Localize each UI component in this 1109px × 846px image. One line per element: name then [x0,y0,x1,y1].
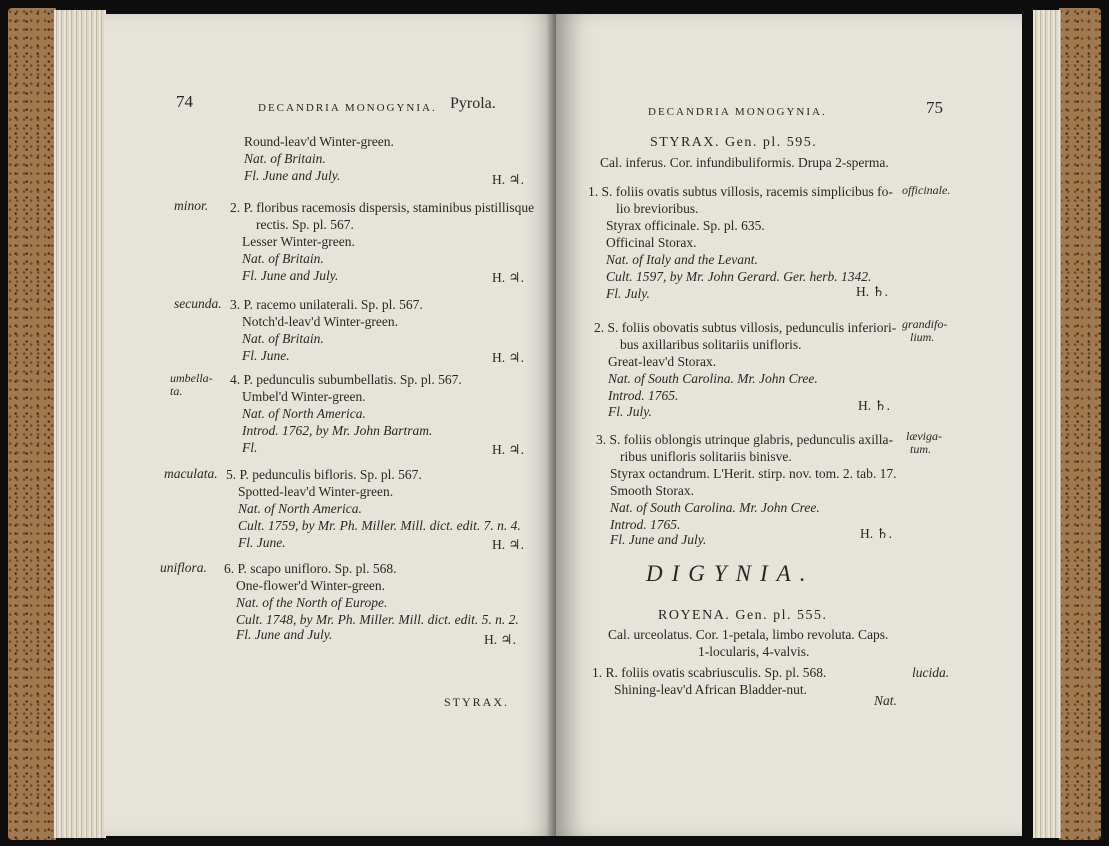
page-number: 75 [926,98,943,117]
margin-epithet: grandifo- [902,317,948,331]
text-line: Nat. of Italy and the Levant. [606,252,758,267]
genus-heading: ROYENA. Gen. pl. 555. [658,608,828,623]
text-line: Spotted-leav'd Winter-green. [238,484,394,499]
text-line: Officinal Storax. [606,235,697,250]
text-line: Nat. of North America. [238,501,362,516]
text-line: Umbel'd Winter-green. [242,389,366,404]
text-line: Styrax officinale. Sp. pl. 635. [606,218,765,233]
text-line: Nat. of South Carolina. Mr. John Cree. [608,371,818,386]
margin-epithet: ta. [170,384,183,398]
habit-mark: H. ♄. [856,284,888,299]
text-line: Great-leav'd Storax. [608,354,717,369]
text-line: 2. P. floribus racemosis dispersis, staminibus pistillisque [230,200,535,215]
text-line: lio brevioribus. [616,201,699,216]
text-line: bus axillaribus solitariis unifloris. [620,337,802,352]
text-line: 1. R. foliis ovatis scabriusculis. Sp. pl. 568. [592,665,827,680]
text-line: 2. S. foliis obovatis subtus villosis, pedunculis inferiori- [594,320,897,335]
text-line: Fl. June. [238,535,286,550]
text-line: 6. P. scapo unifloro. Sp. pl. 568. [224,561,397,576]
habit-mark: H. ♃. [484,632,516,647]
margin-epithet: lucida. [912,665,950,680]
habit-mark: H. ♄. [860,526,892,541]
habit-mark: H. ♃. [492,270,524,285]
text-line: 3. P. racemo unilaterali. Sp. pl. 567. [230,297,423,312]
left-page-stack [54,10,106,838]
running-header-genus: Pyrola. [450,95,496,112]
text-line: Fl. June and July. [242,268,339,283]
margin-epithet: tum. [910,442,931,456]
habit-mark: H. ♃. [492,172,524,187]
text-line: Nat. of Britain. [242,251,324,266]
text-line: Nat. of South Carolina. Mr. John Cree. [610,500,820,515]
text-line: Introd. 1765. [608,388,679,403]
genus-heading: STYRAX. Gen. pl. 595. [650,135,818,150]
margin-epithet: secunda. [174,296,222,311]
text-line: Cult. 1748, by Mr. Ph. Miller. Mill. dict. edit. 5. n. 2. [236,612,519,627]
text-line: Cult. 1597, by Mr. John Gerard. Ger. herb. 1342. [606,269,872,284]
habit-mark: H. ♃. [492,350,524,365]
text-line: Fl. July. [606,286,650,301]
text-line: Shining-leav'd African Bladder-nut. [614,682,807,697]
running-header: DECANDRIA MONOGYNIA. [258,102,437,114]
section-heading: DIGYNIA. [646,561,815,586]
text-line: Cal. inferus. Cor. infundibuliformis. Drupa 2-sperma. [600,155,889,170]
text-line: 4. P. pedunculis subumbellatis. Sp. pl. 567. [230,372,462,387]
text-line: One-flower'd Winter-green. [236,578,386,593]
text-line: Nat. of Britain. [242,331,324,346]
text-line: Lesser Winter-green. [242,234,355,249]
text-line: Smooth Storax. [610,483,695,498]
text-line: Cult. 1759, by Mr. Ph. Miller. Mill. dict. edit. 7. n. 4. [238,518,521,533]
text-line: rectis. Sp. pl. 567. [256,217,354,232]
text-line: Fl. June and July. [236,627,333,642]
text-line: Fl. June and July. [610,532,707,547]
text-line: 5. P. pedunculis bifloris. Sp. pl. 567. [226,467,422,482]
running-header: DECANDRIA MONOGYNIA. [648,106,827,118]
text-line: Fl. June. [242,348,290,363]
left-page [104,14,556,836]
text-line: Cal. urceolatus. Cor. 1-petala, limbo revoluta. Caps. [608,627,889,642]
text-line: Round-leav'd Winter-green. [244,134,394,149]
text-line: Introd. 1762, by Mr. John Bartram. [242,423,433,438]
text-line: ribus unifloris solitariis binisve. [620,449,792,464]
habit-mark: H. ♃. [492,442,524,457]
text-line: Fl. June and July. [244,168,341,183]
margin-epithet: maculata. [164,466,218,481]
text-line: 1-locularis, 4-valvis. [698,644,810,659]
right-page-edge [1059,8,1101,840]
margin-epithet: uniflora. [160,560,207,575]
text-line: 3. S. foliis oblongis utrinque glabris, pedunculis axilla- [596,432,893,447]
right-page-stack [1033,10,1061,838]
margin-epithet: officinale. [902,183,951,197]
catchword: Nat. [874,693,897,708]
margin-epithet: lium. [910,330,935,344]
right-page [556,14,1022,836]
text-line: Nat. of the North of Europe. [236,595,388,610]
left-page-edge [8,8,56,840]
text-line: Fl. [242,440,258,455]
margin-epithet: minor. [174,198,209,213]
catchword: STYRAX. [444,695,510,709]
text-line: Nat. of North America. [242,406,366,421]
habit-mark: H. ♃. [492,537,524,552]
text-line: Fl. July. [608,404,652,419]
margin-epithet: umbella- [170,371,213,385]
text-line: 1. S. foliis ovatis subtus villosis, racemis simplicibus fo- [588,184,893,199]
text-line: Notch'd-leav'd Winter-green. [242,314,398,329]
page-number: 74 [176,92,193,111]
text-line: Styrax octandrum. L'Herit. stirp. nov. tom. 2. tab. 17. [610,466,897,481]
margin-epithet: læviga- [906,429,942,443]
text-line: Introd. 1765. [610,517,681,532]
text-line: Nat. of Britain. [244,151,326,166]
habit-mark: H. ♄. [858,398,890,413]
